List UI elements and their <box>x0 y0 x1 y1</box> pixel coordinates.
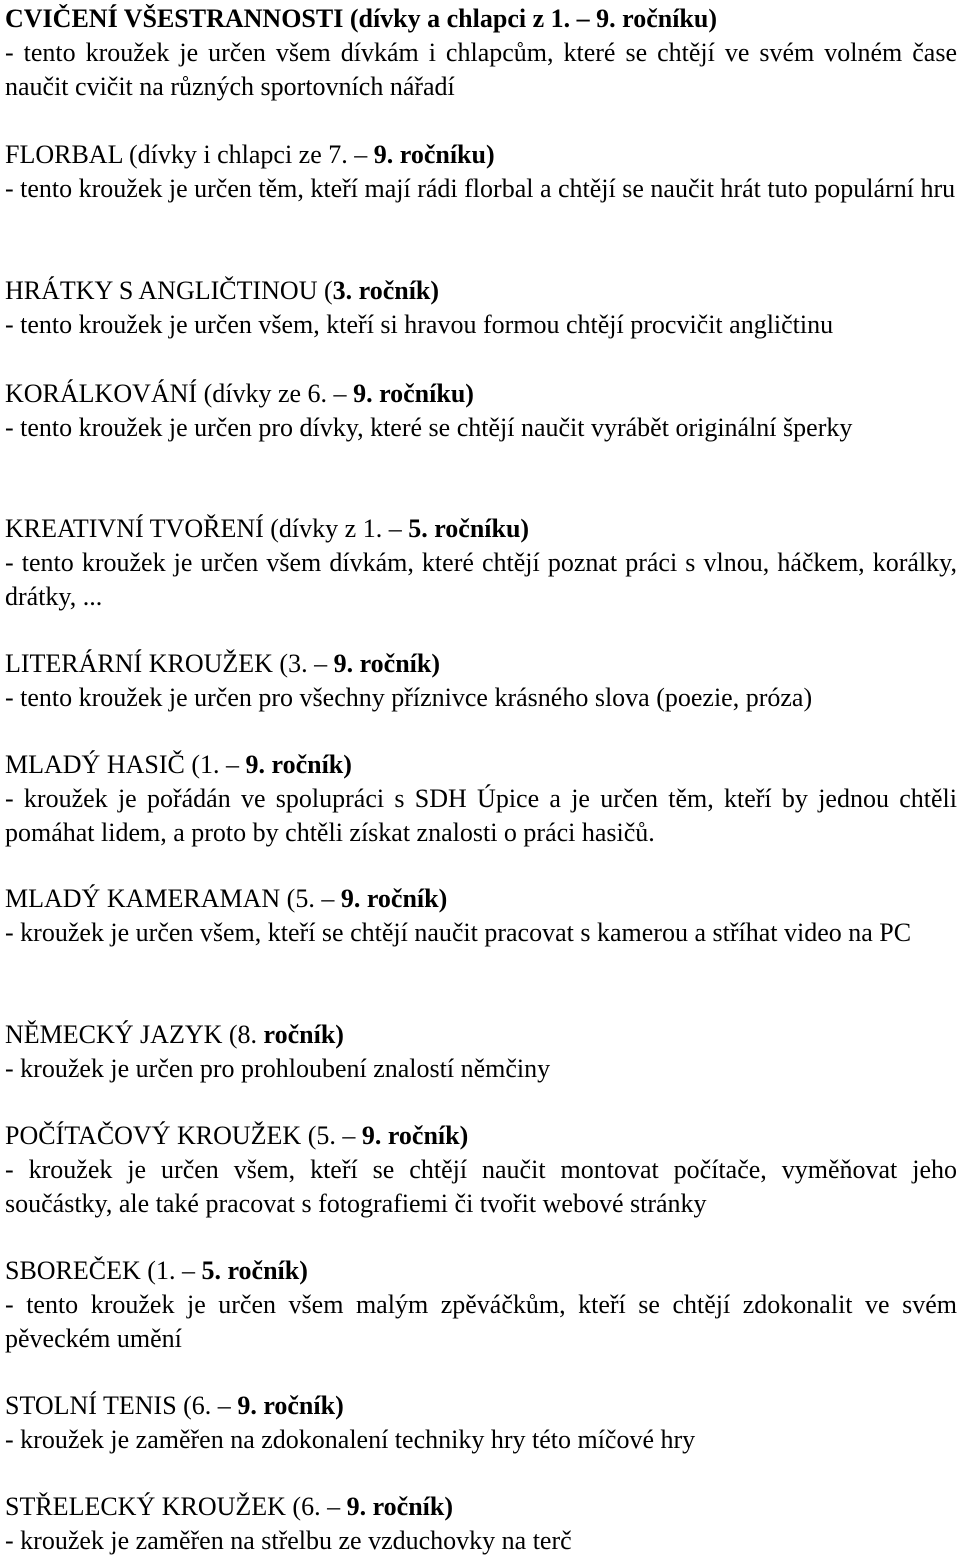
section-heading <box>5 138 957 172</box>
section-heading <box>5 274 957 308</box>
section-heading <box>5 512 957 546</box>
section-heading <box>5 1490 957 1524</box>
section-heading <box>5 1119 957 1153</box>
section-description: - kroužek je určen všem, kteří se chtějí naučit pracovat s kamerou a stříhat video na PC <box>5 918 912 947</box>
section-heading-bold: 9. ročník) <box>333 649 440 678</box>
section-heading-bold: 3. ročník) <box>332 276 440 305</box>
section-description: - tento kroužek je určen pro všechny příznivce krásného slova (poezie, próza) <box>5 683 813 712</box>
section-heading-bold: 9. ročníku) <box>353 379 474 408</box>
section-description: - tento kroužek je určen všem malým zpěváčkům, kteří se chtějí zdokonalit ve svém pěveckém umění <box>5 1290 957 1353</box>
section-heading-bold: 9. ročník) <box>237 1391 344 1420</box>
section-nemecky-jazyk <box>5 1018 957 1086</box>
section-heading-bold: 9. ročník) <box>340 884 448 913</box>
section-literarni-krouzek <box>5 647 957 715</box>
section-heading-bold: 5. ročníku) <box>408 514 530 543</box>
section-description: - kroužek je pořádán ve spolupráci s SDH Úpice a je určen těm, kteří by jednou chtěli pomáhat lidem, a proto by chtěli získat znalosti o práci hasičů. <box>5 784 957 847</box>
section-heading-regular: STŘELECKÝ KROUŽEK (6. – <box>5 1492 347 1521</box>
section-heading-regular: STOLNÍ TENIS (6. – <box>5 1391 238 1420</box>
section-heading-regular: KREATIVNÍ TVOŘENÍ (dívky z 1. – <box>5 514 409 543</box>
section-description: - tento kroužek je určen všem dívkám, které chtějí poznat práci s vlnou, háčkem, korálky, drátky, ... <box>5 548 957 611</box>
section-heading <box>5 377 957 411</box>
section-florbal <box>5 138 957 206</box>
section-heading-regular: POČÍTAČOVÝ KROUŽEK (5. – <box>5 1121 362 1150</box>
section-heading-regular: HRÁTKY S ANGLIČTINOU ( <box>5 276 333 305</box>
section-description: - tento kroužek je určen pro dívky, které se chtějí naučit vyrábět originální šperky <box>5 413 853 442</box>
section-heading-regular: MLADÝ KAMERAMAN (5. – <box>5 884 341 913</box>
section-heading-regular: NĚMECKÝ JAZYK (8. <box>5 1020 264 1049</box>
section-heading-bold: 9. ročník) <box>361 1121 469 1150</box>
section-description: - kroužek je zaměřen na střelbu ze vzduchovky na terč <box>5 1526 572 1555</box>
section-heading-bold: ročník) <box>263 1020 344 1049</box>
section-cviceni-vsestrannosti <box>5 2 957 104</box>
section-heading-bold: 5. ročník) <box>201 1256 308 1285</box>
section-heading-regular: LITERÁRNÍ KROUŽEK (3. – <box>5 649 334 678</box>
section-heading <box>5 1389 957 1423</box>
section-heading <box>5 1254 957 1288</box>
section-description: - tento kroužek je určen těm, kteří mají rádi florbal a chtějí se naučit hrát tuto populární hru <box>5 174 956 203</box>
section-heading <box>5 882 957 916</box>
section-strelecky-krouzek <box>5 1490 957 1558</box>
section-pocitacovy-krouzek <box>5 1119 957 1221</box>
section-description: - tento kroužek je určen všem dívkám i chlapcům, které se chtějí ve svém volném čase naučit cvičit na různých sportovních nářadí <box>5 38 957 101</box>
section-description: - kroužek je určen pro prohloubení znalostí němčiny <box>5 1054 551 1083</box>
section-heading-regular: MLADÝ HASIČ (1. – <box>5 750 246 779</box>
section-description: - kroužek je určen všem, kteří se chtějí naučit montovat počítače, vyměňovat jeho součástky, ale také pracovat s fotografiemi či tvořit webové stránky <box>5 1155 957 1218</box>
section-description: - kroužek je zaměřen na zdokonalení techniky hry této míčové hry <box>5 1425 696 1454</box>
section-description: - tento kroužek je určen všem, kteří si hravou formou chtějí procvičit angličtinu <box>5 310 834 339</box>
section-mlady-hasic <box>5 748 957 850</box>
section-heading-text: CVIČENÍ VŠESTRANNOSTI (dívky a chlapci z 1. – 9. ročníku) <box>5 4 718 33</box>
section-heading-bold: 9. ročníku) <box>373 140 495 169</box>
section-kreativni-tvoreni <box>5 512 957 614</box>
section-heading-bold: 9. ročník) <box>346 1492 454 1521</box>
section-heading <box>5 2 957 36</box>
section-heading <box>5 1018 957 1052</box>
section-heading-regular: FLORBAL (dívky i chlapci ze 7. – <box>5 140 374 169</box>
section-heading <box>5 748 957 782</box>
section-heading-regular: KORÁLKOVÁNÍ (dívky ze 6. – <box>5 379 354 408</box>
section-hratky-s-anglictinou <box>5 274 957 342</box>
section-heading <box>5 647 957 681</box>
section-heading-bold: 9. ročník) <box>245 750 352 779</box>
section-koralkovani <box>5 377 957 445</box>
section-heading-regular: SBOREČEK (1. – <box>5 1256 202 1285</box>
section-mlady-kameraman <box>5 882 957 950</box>
section-stolni-tenis <box>5 1389 957 1457</box>
section-sborecek <box>5 1254 957 1356</box>
